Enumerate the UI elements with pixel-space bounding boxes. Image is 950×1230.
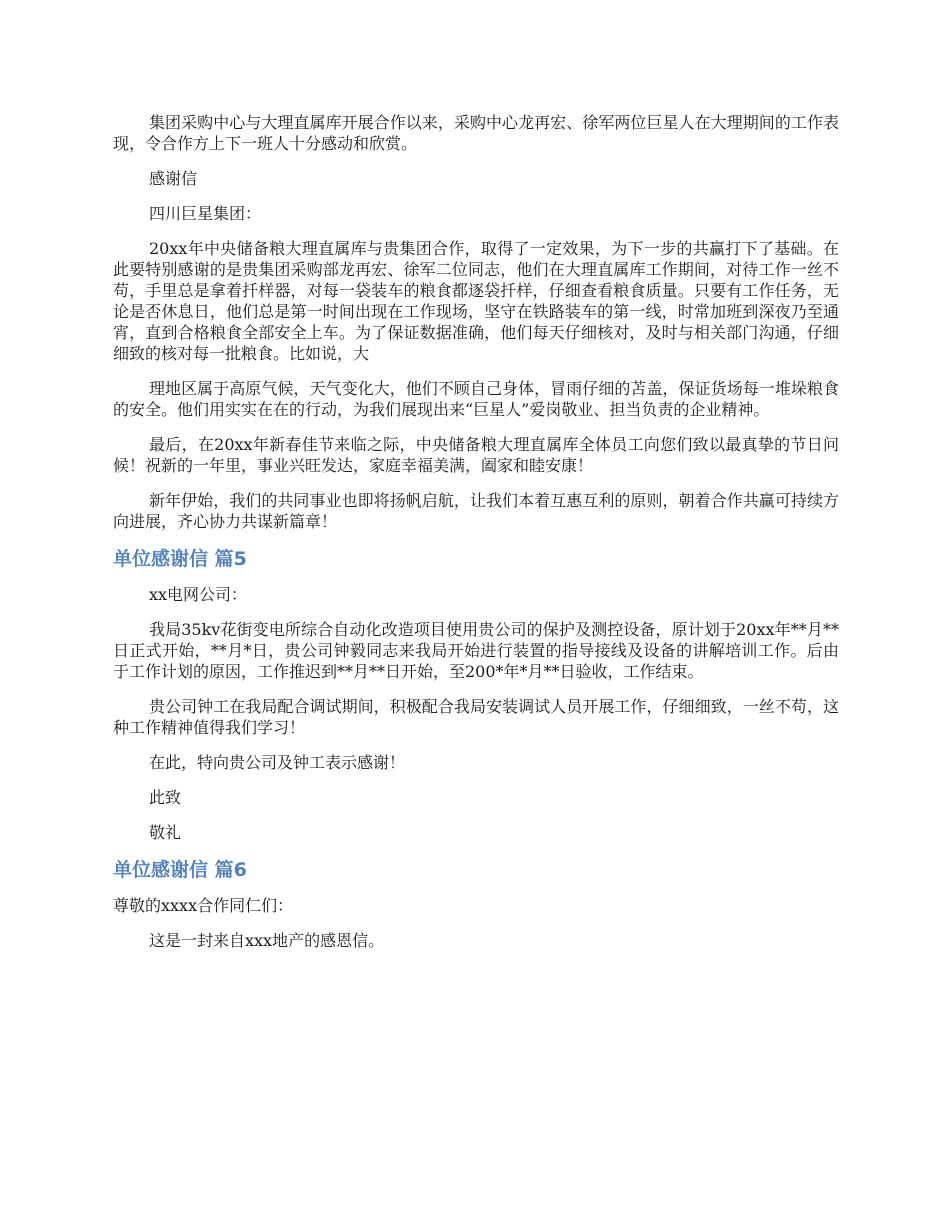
paragraph-body: 贵公司钟工在我局配合调试期间，积极配合我局安装调试人员开展工作，仔细细致，一丝不苟，这种工作精神值得我们学习！ bbox=[113, 697, 839, 737]
paragraph-title-thanks-letter: 感谢信 bbox=[149, 169, 198, 188]
paragraph-salutation: 尊敬的xxxx合作同仁们： bbox=[113, 896, 294, 915]
paragraph-body: 我局35kv花街变电所综合自动化改造项目使用贵公司的保护及测控设备，原计划于20xx年**月**日正式开始，**月*日，贵公司钟毅同志来我局开始进行装置的指导接线及设备的讲解培训工作。后由于工作计划的原因，工作推迟到**月**日开始，至200*年*月**日验收，工作结束。 bbox=[113, 620, 839, 681]
paragraph-body: 理地区属于高原气候，天气变化大，他们不顾自己身体，冒雨仔细的苫盖，保证货场每一堆垛粮食的安全。他们用实实在在的行动，为我们展现出来“巨星人”爱岗敬业、担当负责的企业精神。 bbox=[113, 379, 839, 419]
paragraph-body: 新年伊始，我们的共同事业也即将扬帆启航，让我们本着互惠互利的原则，朝着合作共赢可持续方向进展，齐心协力共谋新篇章！ bbox=[113, 491, 839, 531]
paragraph-closing: 敬礼 bbox=[149, 823, 182, 842]
paragraph-body: 最后，在20xx年新春佳节来临之际，中央储备粮大理直属库全体员工向您们致以最真挚的节日问候！祝新的一年里，事业兴旺发达，家庭幸福美满，阖家和睦安康！ bbox=[113, 435, 839, 475]
paragraph-body: 这是一封来自xxx地产的感恩信。 bbox=[149, 931, 385, 950]
section-heading-6: 单位感谢信 篇6 bbox=[113, 859, 247, 881]
paragraph-body: 在此，特向贵公司及钟工表示感谢！ bbox=[149, 753, 406, 772]
paragraph-salutation: 四川巨星集团： bbox=[149, 204, 262, 223]
paragraph-closing: 此致 bbox=[149, 788, 182, 807]
paragraph-salutation: xx电网公司： bbox=[149, 585, 248, 604]
section-heading-5: 单位感谢信 篇5 bbox=[113, 548, 247, 570]
document-body bbox=[113, 112, 839, 965]
paragraph-intro: 集团采购中心与大理直属库开展合作以来，采购中心龙再宏、徐军两位巨星人在大理期间的工作表现，令合作方上下一班人十分感动和欣赏。 bbox=[113, 113, 839, 153]
paragraph-body: 20xx年中央储备粮大理直属库与贵集团合作，取得了一定效果，为下一步的共赢打下了基础。在此要特别感谢的是贵集团采购部龙再宏、徐军二位同志，他们在大理直属库工作期间，对待工作一丝不苟，手里总是拿着扦样器，对每一袋装车的粮食都逐袋扦样，仔细查看粮食质量。只要有工作任务，无论是否休息日，他们总是第一时间出现在工作现场，坚守在铁路装车的第一线，时常加班到深夜乃至通宵，直到合格粮食全部安全上车。为了保证数据准确，他们每天仔细核对，及时与相关部门沟通，仔细细致的核对每一批粮食。比如说，大 bbox=[113, 239, 839, 363]
